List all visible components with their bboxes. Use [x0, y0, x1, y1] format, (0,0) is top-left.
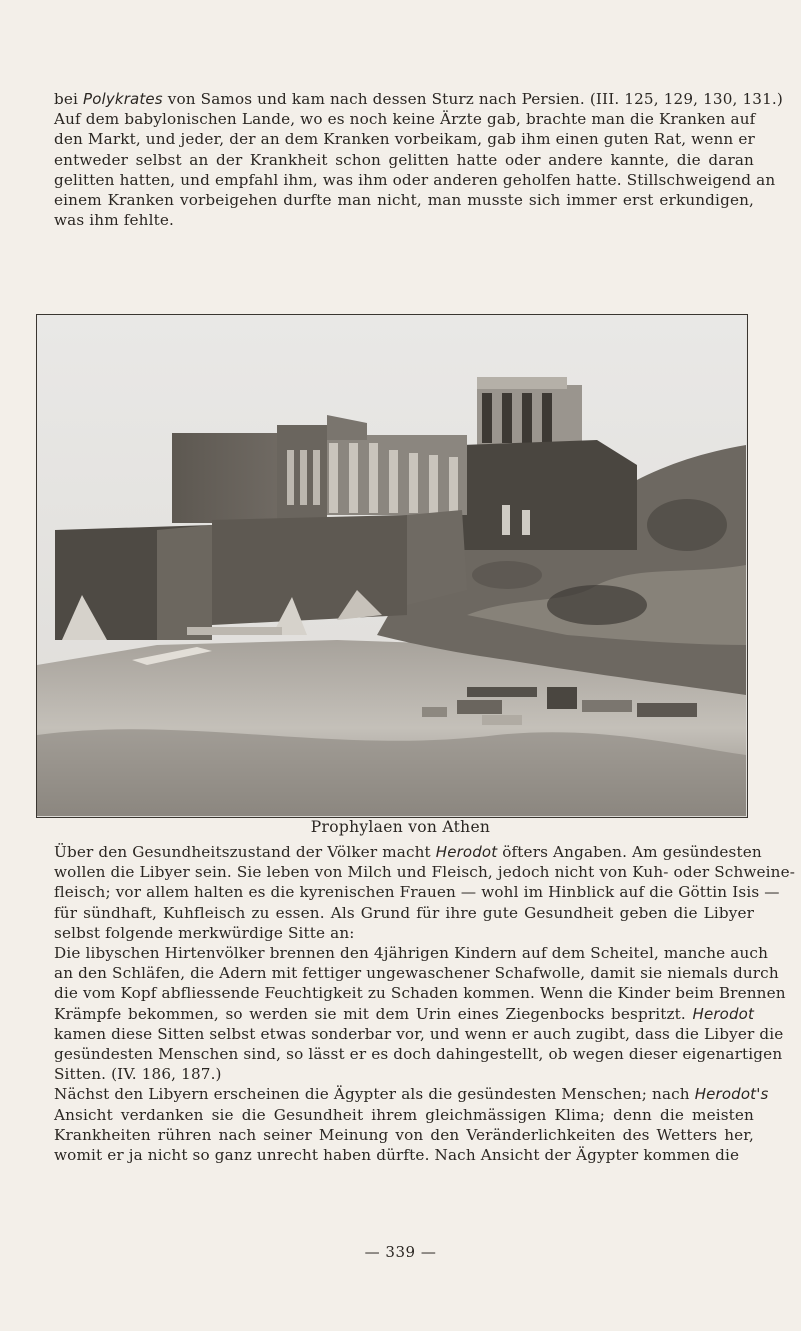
text-line: gelitten hatten, und empfahl ihm, was ihm oder anderen geholfen hatte. Stillschweigend an: [54, 170, 776, 189]
body-paragraph: [54, 842, 796, 1165]
text-line: kamen diese Sitten selbst etwas sonderbar vor, und wenn er auch zugibt, dass die Libyer die: [54, 1024, 784, 1043]
propylaea-image: [37, 315, 746, 816]
text-line: die vom Kopf abfliessende Feuchtigkeit zu Schaden kommen. Wenn die Kinder beim Brennen: [54, 984, 786, 1003]
propylaea-photograph: [36, 314, 748, 818]
top-paragraph: [54, 89, 783, 230]
text-line: Auf dem babylonischen Lande, wo es noch keine Ärzte gab, brachte man die Kranken auf: [54, 110, 756, 129]
text-line: Nächst den Libyern erscheinen die Ägypter als die gesündesten Menschen; nach Herodot's: [54, 1085, 769, 1104]
text-line: fleisch; vor allem halten es die kyrenischen Frauen — wohl im Hinblick auf die Göttin Isis —: [54, 883, 780, 902]
text-line: den Markt, und jeder, der an dem Kranken vorbeikam, gab ihm einen guten Rat, wenn er: [54, 130, 755, 149]
text-line: Die libyschen Hirtenvölker brennen den 4jährigen Kindern auf dem Scheitel, manche auch: [54, 944, 769, 963]
text-line: gesündesten Menschen sind, so lässt er es doch dahingestellt, ob wegen dieser eigenartigen: [54, 1045, 783, 1064]
text-line: Über den Gesundheitszustand der Völker macht Herodot öfters Angaben. Am gesündesten: [54, 843, 762, 861]
text-line: bei Polykrates von Samos und kam nach dessen Sturz nach Persien. (III. 125, 129, 130, 131.): [54, 90, 783, 108]
italic-name: Herodot: [692, 1004, 754, 1023]
text-line: einem Kranken vorbeigehen durfte man nicht, man musste sich immer erst erkundigen,: [54, 191, 754, 210]
text-line: entweder selbst an der Krankheit schon gelitten hatte oder andere kannte, die daran: [54, 150, 754, 169]
text-line: was ihm fehlte.: [54, 211, 174, 230]
italic-name: Herodot's: [694, 1085, 769, 1104]
text-line: Sitten. (IV. 186, 187.): [54, 1065, 222, 1084]
text-line: an den Schläfen, die Adern mit fettiger ungewaschener Schafwolle, damit sie niemals durch: [54, 964, 779, 983]
italic-name: Herodot: [435, 843, 498, 861]
italic-name: Polykrates: [83, 90, 163, 108]
text-line: selbst folgende merkwürdige Sitte an:: [54, 923, 355, 942]
page-number: — 339 —: [364, 1243, 437, 1261]
text-line: Krämpfe bekommen, so werden sie mit dem Urin eines Ziegenbocks bespritzt. Herodot: [54, 1004, 754, 1023]
text-line: Ansicht verdanken sie die Gesundheit ihrem gleichmässigen Klima; denn die meisten: [54, 1105, 754, 1124]
figure-caption: Prophylaen von Athen: [310, 818, 491, 836]
text-line: Krankheiten rühren nach seiner Meinung von den Veränderlichkeiten des Wetters her,: [54, 1125, 754, 1144]
text-line: für sündhaft, Kuhfleisch zu essen. Als Grund für ihre gute Gesundheit geben die Libyer: [54, 903, 754, 922]
text-line: womit er ja nicht so ganz unrecht haben dürfte. Nach Ansicht der Ägypter kommen die: [54, 1146, 740, 1165]
text-line: wollen die Libyer sein. Sie leben von Milch und Fleisch, jedoch nicht von Kuh- oder Schweine-: [54, 863, 796, 882]
